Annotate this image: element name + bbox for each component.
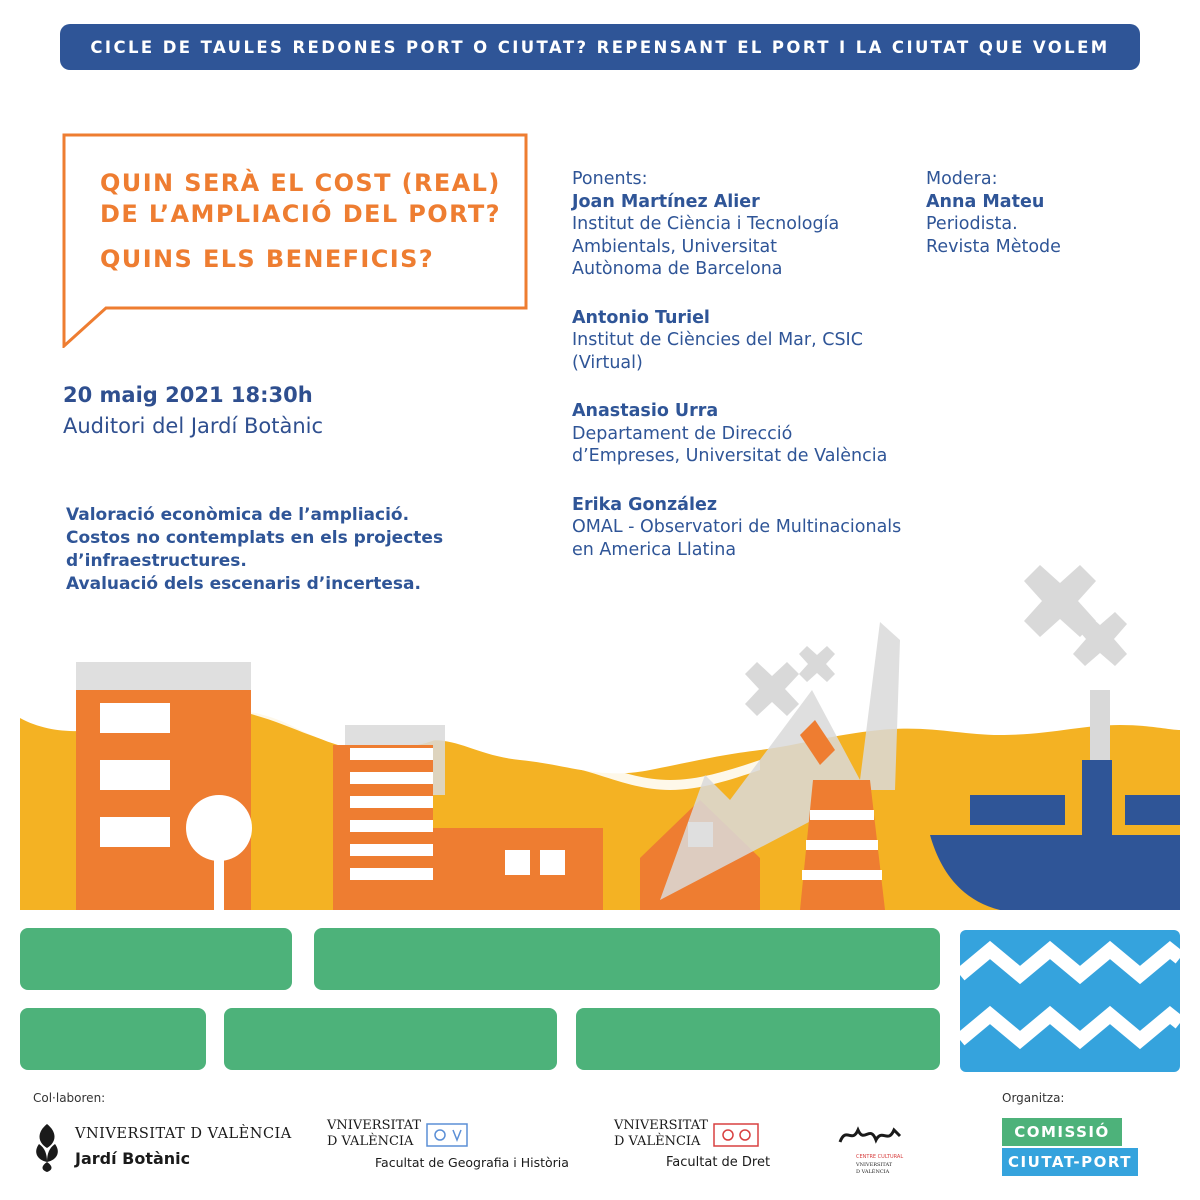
logo-3-line-3: Facultat de Dret (666, 1155, 771, 1170)
logo-4-line-1: CENTRE CULTURAL (856, 1154, 904, 1160)
logo-1-line-2: Jardí Botànic (75, 1149, 191, 1168)
description-line: Costos no contemplats en els projectes (66, 528, 444, 548)
speakers-list (572, 168, 932, 587)
speaker-affiliation: Ambientals, Universitat (572, 236, 778, 257)
moderator-role: Revista Mètode (926, 236, 1061, 257)
ship-cabin (970, 795, 1065, 825)
event-venue: Auditori del Jardí Botànic (63, 414, 324, 438)
window (350, 796, 433, 808)
ship-cabin (1125, 795, 1180, 825)
description-line: d’infraestructures. (66, 551, 247, 571)
moderator (926, 168, 1186, 258)
speaker-affiliation: en America Llatina (572, 539, 737, 560)
speaker (572, 400, 932, 468)
logo-3-line-1: VNIVERSITAT (614, 1118, 708, 1133)
logo-facultat-geografia (327, 1118, 577, 1174)
window (350, 772, 433, 784)
jardi-botanic-leaf-icon (33, 1124, 61, 1172)
smoke-icon (745, 565, 1127, 716)
question-line-2: DE L’AMPLIACIÓ DEL PORT? (100, 200, 501, 228)
organizer-line-2: CIUTAT-PORT (1002, 1148, 1138, 1176)
centre-cultural-icon (838, 1122, 902, 1148)
top-banner (60, 24, 1140, 70)
window (350, 748, 433, 760)
logo-2-line-1: VNIVERSITAT (327, 1118, 421, 1133)
tower-stripe (806, 840, 878, 850)
logo-jardi-botanic (33, 1124, 293, 1174)
speaker-name: Erika González (572, 494, 718, 515)
event-date: 20 maig 2021 18:30h (63, 383, 313, 407)
logo-4-line-3: D VALÈNCIA (856, 1169, 890, 1175)
window (350, 820, 433, 832)
green-brick (20, 928, 292, 990)
speaker-affiliation: (Virtual) (572, 352, 643, 373)
window (505, 850, 530, 875)
faculty-emblem-icon (712, 1120, 760, 1150)
speaker (572, 307, 932, 375)
window (540, 850, 565, 875)
description-line: Avaluació dels escenaris d’incertesa. (66, 574, 421, 594)
speaker-affiliation: Institut de Ciència i Tecnología (572, 214, 840, 234)
speaker-affiliation: d’Empreses, Universitat de València (572, 446, 888, 466)
tree-icon (186, 795, 252, 861)
speaker-affiliation: Autònoma de Barcelona (572, 259, 783, 279)
logo-comissio-ciutat-port (1002, 1118, 1138, 1178)
logo-2-line-3: Facultat de Geografia i Història (375, 1155, 569, 1170)
logo-3-line-2: D VALÈNCIA (614, 1134, 701, 1149)
speaker (572, 494, 932, 562)
speaker-name: Antonio Turiel (572, 307, 710, 328)
organize-label: Organitza: (1002, 1091, 1065, 1105)
description-line: Valoració econòmica de l’ampliació. (66, 505, 410, 525)
organizer-line-1: COMISSIÓ (1002, 1118, 1122, 1146)
banner-text: CICLE DE TAULES REDONES PORT O CIUTAT? REPENSANT EL PORT I LA CIUTAT QUE VOLEM (90, 37, 1110, 57)
speaker-affiliation: Departament de Direcció (572, 423, 793, 444)
logo-4-line-2: VNIVERSITAT (856, 1162, 893, 1168)
question-line-1: QUIN SERÀ EL COST (REAL) (100, 169, 501, 197)
speaker (572, 191, 932, 281)
question-line-3: QUINS ELS BENEFICIS? (100, 245, 435, 273)
speakers-label: Ponents: (572, 169, 648, 189)
collaborate-label: Col·laboren: (33, 1091, 106, 1105)
green-brick (314, 928, 940, 990)
window (100, 760, 170, 790)
logo-centre-cultural (838, 1122, 908, 1178)
tower-stripe (810, 810, 874, 820)
port-city-illustration (0, 560, 1200, 1080)
question-heading (100, 168, 520, 275)
logo-2-line-2: D VALÈNCIA (327, 1134, 414, 1149)
speaker-affiliation: OMAL - Observatori de Multinacionals (572, 517, 902, 537)
window (350, 868, 433, 880)
green-brick (576, 1008, 940, 1070)
speaker-name: Joan Martínez Alier (572, 191, 760, 212)
moderator-name: Anna Mateu (926, 191, 1045, 212)
window (350, 844, 433, 856)
logo-1-line-1: VNIVERSITAT D VALÈNCIA (75, 1126, 292, 1142)
moderator-role: Periodista. (926, 214, 1018, 234)
speaker-affiliation: Institut de Ciències del Mar, CSIC (572, 330, 863, 350)
window (100, 703, 170, 733)
tower-stripe (802, 870, 882, 880)
green-brick (20, 1008, 206, 1070)
green-brick (224, 1008, 557, 1070)
moderator-label: Modera: (926, 169, 998, 189)
ship-funnel (1082, 760, 1112, 835)
window (100, 817, 170, 847)
speaker-name: Anastasio Urra (572, 401, 719, 421)
faculty-emblem-icon (425, 1120, 469, 1150)
logo-facultat-dret (614, 1118, 804, 1174)
